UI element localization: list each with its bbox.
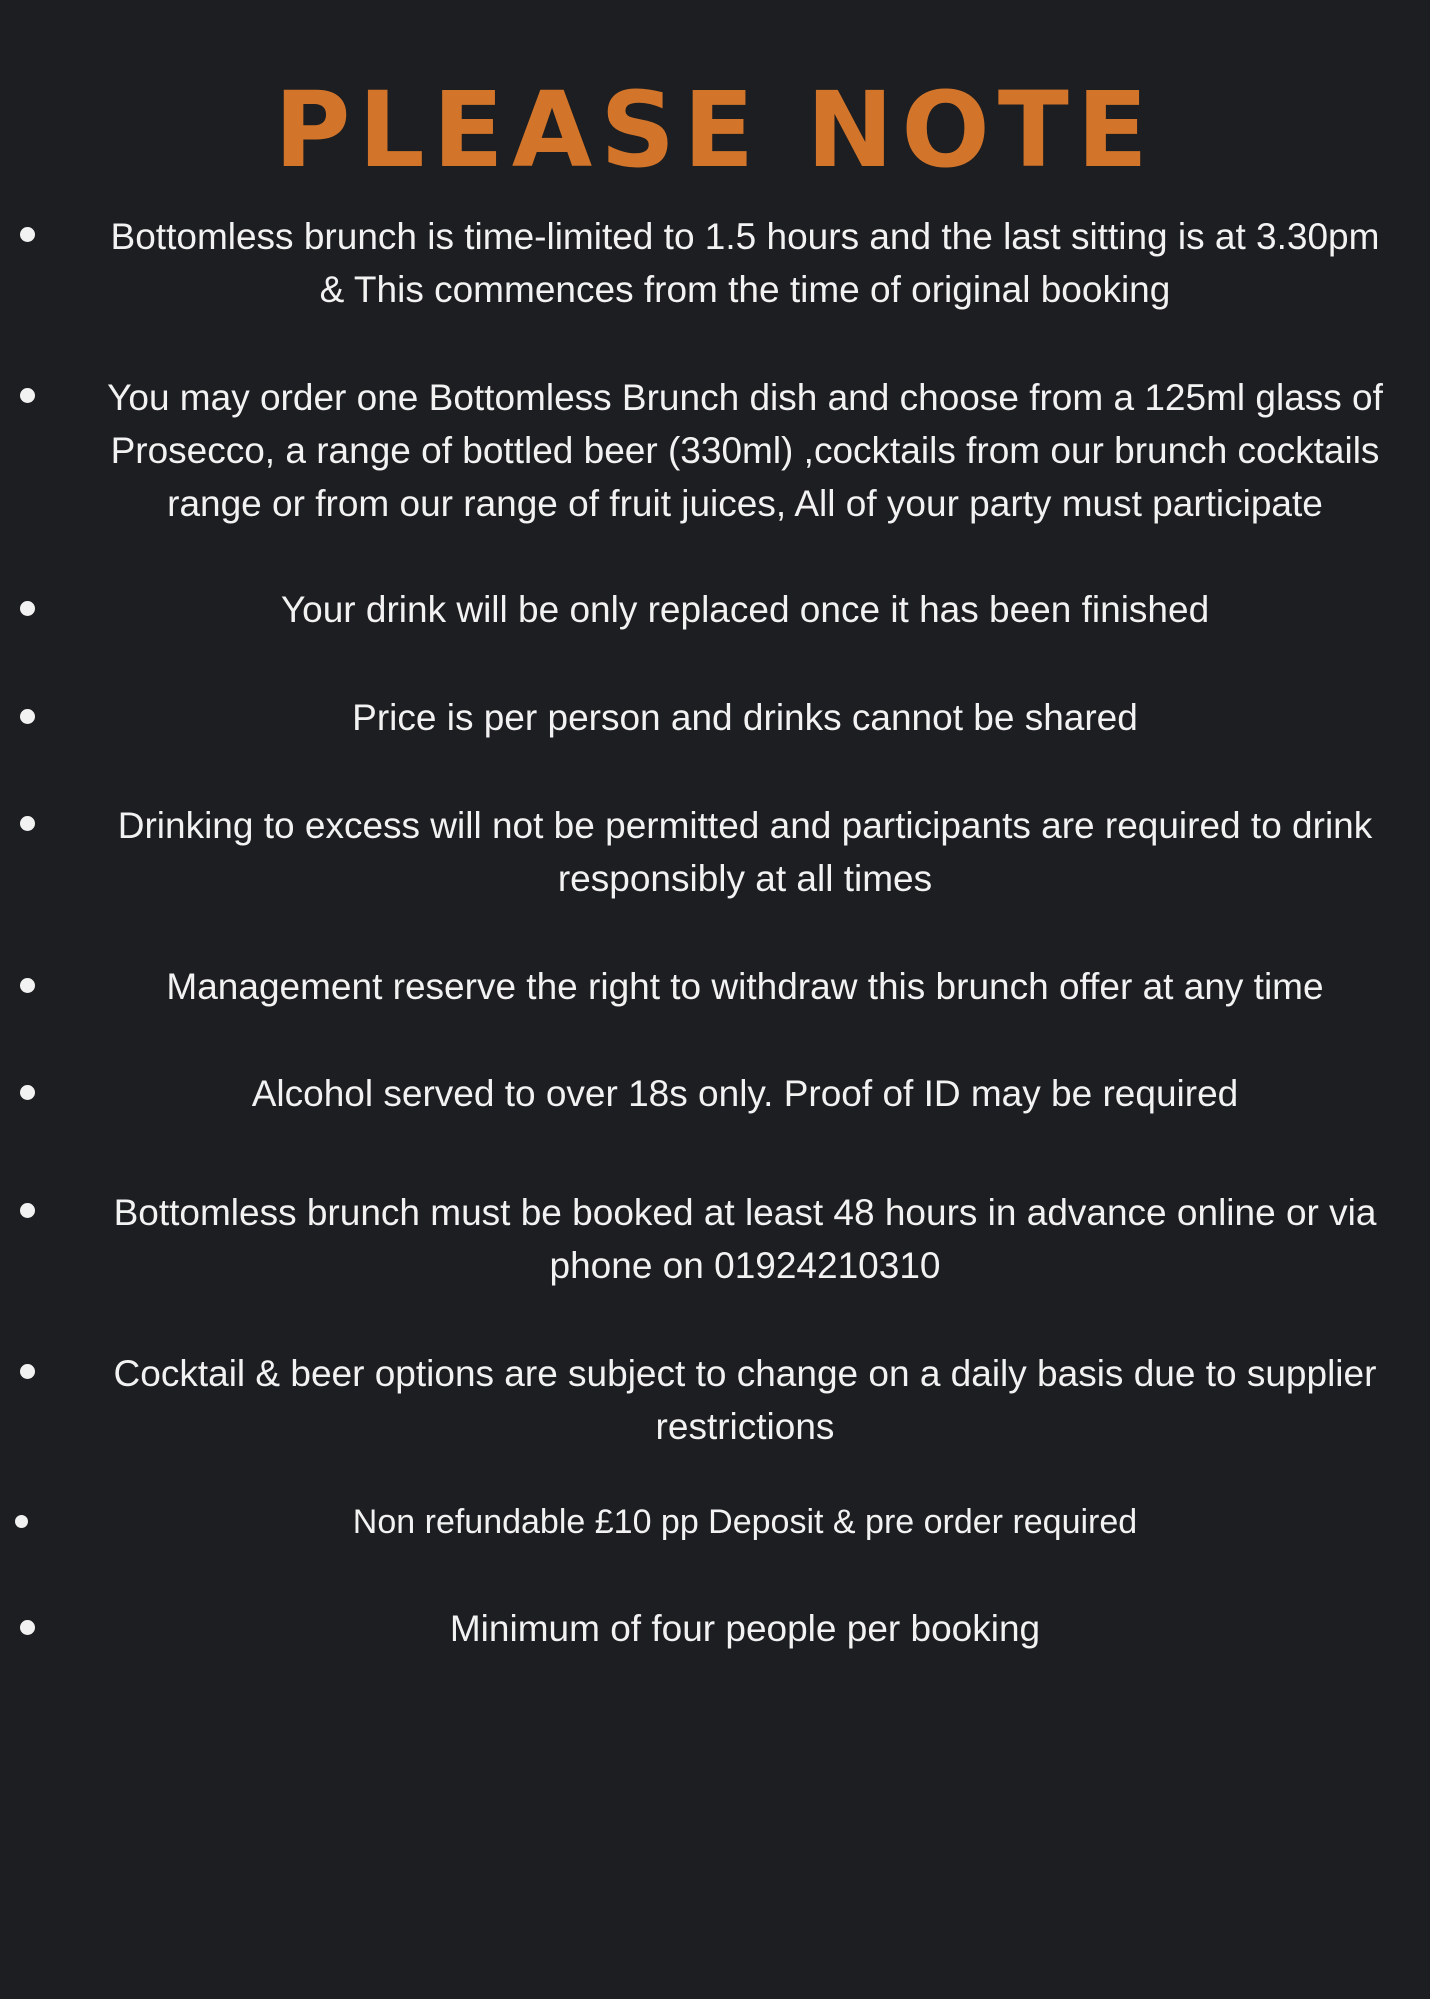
- bullet-icon: [20, 1364, 35, 1379]
- list-item-line: Alcohol served to over 18s only. Proof of ID may be required: [251, 1073, 1239, 1114]
- bullet-icon: [20, 978, 35, 993]
- list-item-line: phone on 01924210310: [549, 1245, 941, 1286]
- bullet-icon: [20, 816, 35, 831]
- list-item-line: range or from our range of fruit juices, All of your party must participate: [167, 483, 1323, 524]
- list-item-text: [60, 1602, 1430, 1655]
- list-item-text: [60, 1186, 1430, 1292]
- list-item-text: [60, 371, 1430, 530]
- list-item-line: Minimum of four people per booking: [449, 1608, 1041, 1649]
- page-title: PLEASE NOTE: [274, 69, 1156, 191]
- list-item-text: [60, 691, 1430, 744]
- list-item-line: Bottomless brunch is time-limited to 1.5 hours and the last sitting is at 3.30pm: [110, 216, 1380, 257]
- list-item-text: [60, 1067, 1430, 1120]
- list-item-line: Price is per person and drinks cannot be shared: [352, 697, 1138, 738]
- list-item-text: [60, 210, 1430, 316]
- bullet-icon: [20, 227, 35, 242]
- bullet-icon: [20, 709, 35, 724]
- bullet-icon: [20, 1620, 35, 1635]
- list-item-line: Non refundable £10 pp Deposit & pre order required: [352, 1503, 1138, 1541]
- bullet-icon: [15, 1515, 28, 1528]
- bullet-icon: [20, 601, 35, 616]
- list-item-line: You may order one Bottomless Brunch dish and choose from a 125ml glass of: [107, 377, 1383, 418]
- list-item-line: Your drink will be only replaced once it has been finished: [280, 589, 1210, 630]
- list-item-line: Prosecco, a range of bottled beer (330ml) ,cocktails from our brunch cocktails: [110, 430, 1380, 471]
- bullet-icon: [20, 1203, 35, 1218]
- list-item-line: Drinking to excess will not be permitted and participants are required to drink: [117, 805, 1373, 846]
- bullet-icon: [20, 1085, 35, 1100]
- list-item-line: restrictions: [655, 1406, 835, 1447]
- list-item-text: [60, 960, 1430, 1013]
- list-item-text: [60, 1497, 1430, 1547]
- list-item-line: & This commences from the time of original booking: [319, 269, 1171, 310]
- list-item-text: [60, 1347, 1430, 1453]
- list-item-text: [60, 799, 1430, 905]
- bullet-icon: [20, 388, 35, 403]
- list-item-line: Cocktail & beer options are subject to change on a daily basis due to supplier: [113, 1353, 1377, 1394]
- list-item-line: responsibly at all times: [557, 858, 933, 899]
- list-item-line: Bottomless brunch must be booked at least 48 hours in advance online or via: [113, 1192, 1377, 1233]
- list-item-text: [60, 583, 1430, 636]
- list-item-line: Management reserve the right to withdraw this brunch offer at any time: [166, 966, 1324, 1007]
